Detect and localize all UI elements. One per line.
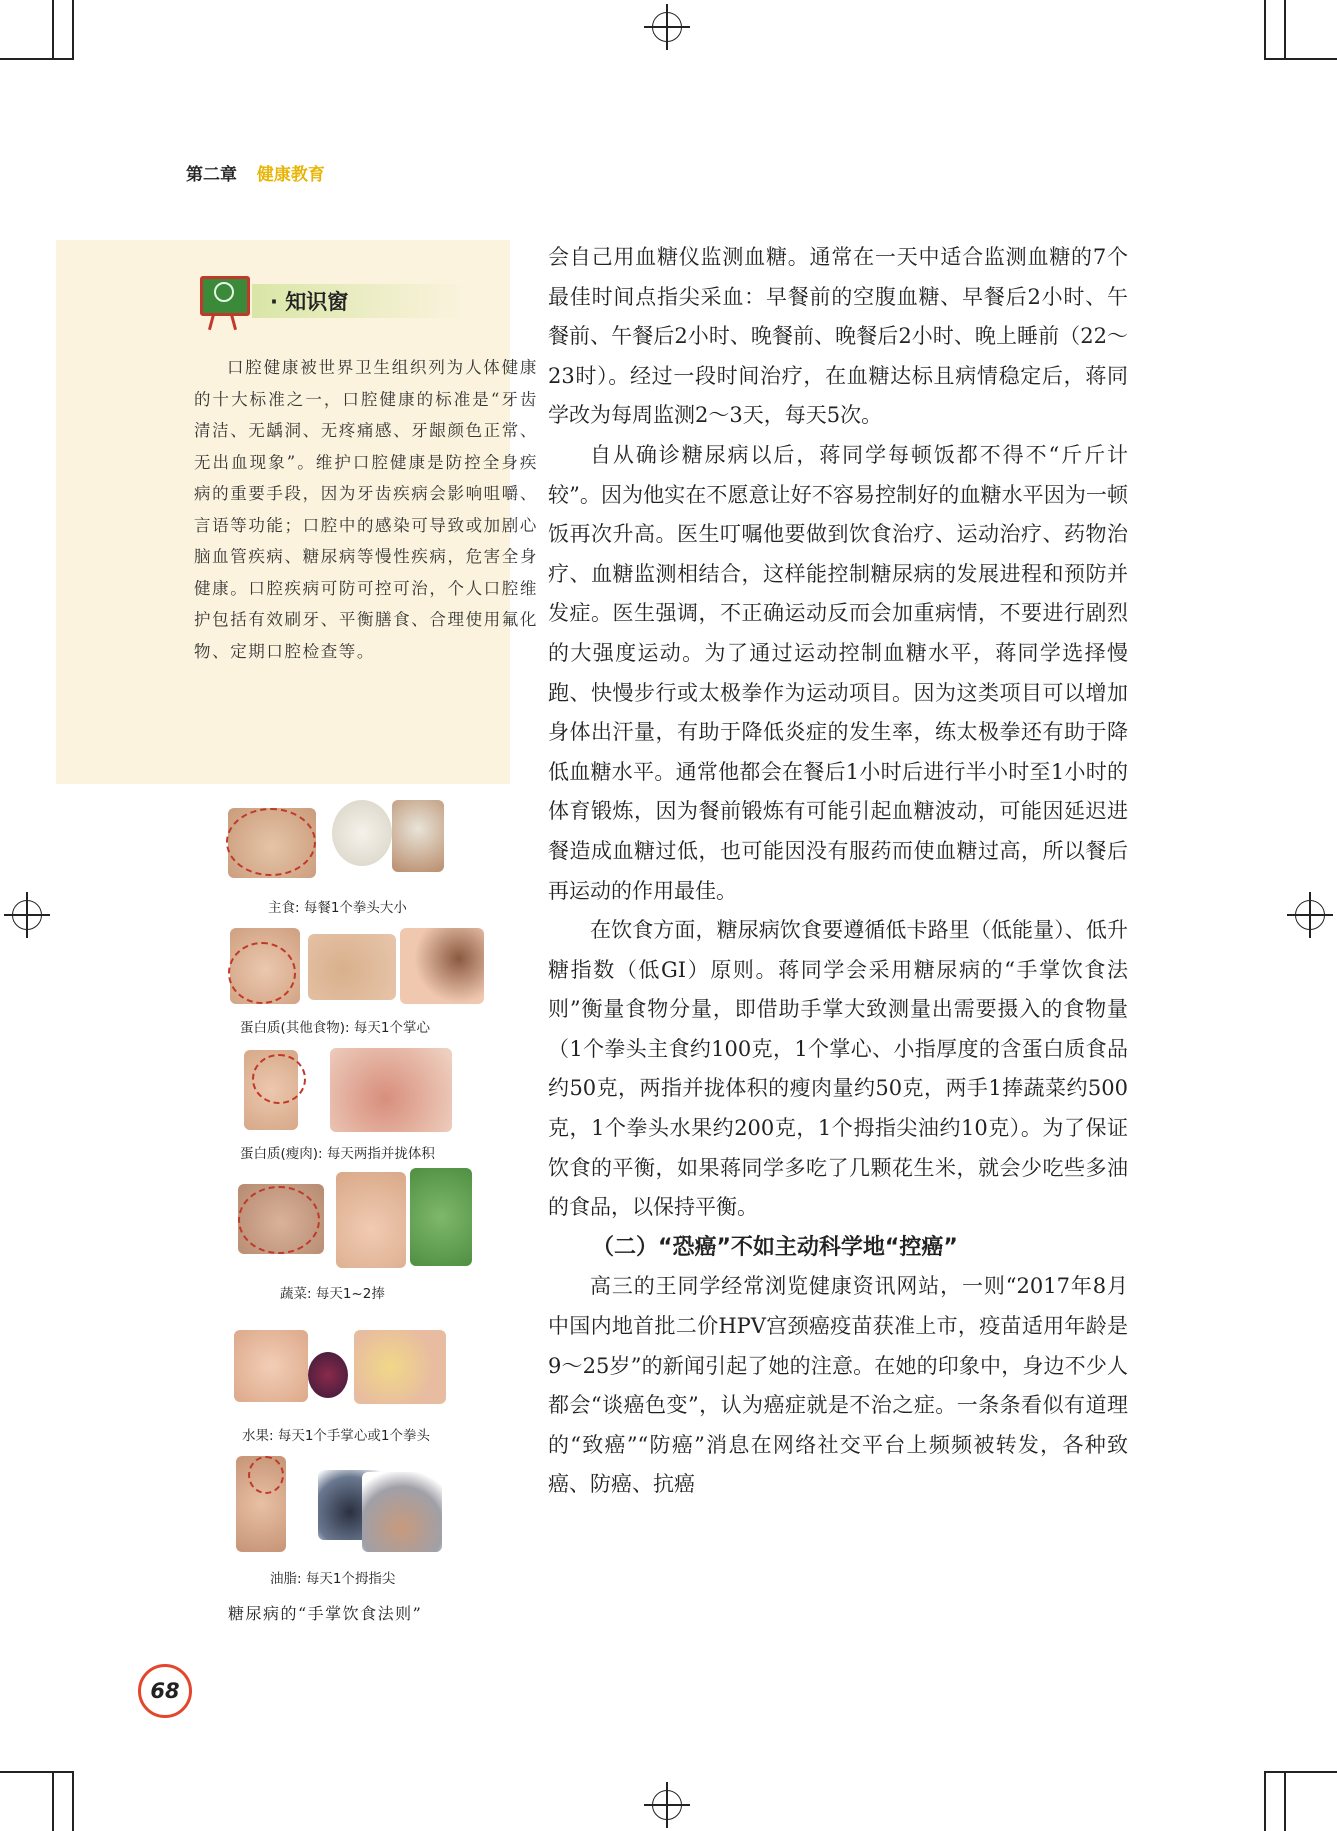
registration-mark	[644, 4, 690, 50]
registration-mark	[644, 1782, 690, 1828]
crop-mark	[52, 1771, 54, 1831]
crop-mark	[0, 1771, 74, 1773]
chapter-label: 第二章	[186, 165, 237, 185]
food-label: 水果: 每天1个手掌心或1个拳头	[242, 1428, 431, 1444]
rice-bowl-photo	[332, 800, 392, 866]
highlight-circle	[238, 1186, 320, 1254]
body-paragraph: 在饮食方面，糖尿病饮食要遵循低卡路里（低能量）、低升糖指数（低GI）原则。蒋同学会采用糖尿病的“手掌饮食法则”衡量食物分量，即借助手掌大致测量出需要摄入的食物量（1个拳头主食约100克，1个掌心、小指厚度的含蛋白质食品约50克，两指并拢体积的瘦肉量约50克，两手1捧蔬菜约500克，1个拳头水果约200克，1个拇指尖油约10克）。为了保证饮食的平衡，如果蒋同学多吃了几颗花生米，就会少吃些多油的食品，以保持平衡。	[548, 918, 1128, 1220]
hand-lean-meat-photo	[330, 1048, 452, 1132]
open-hands-photo	[234, 1330, 308, 1402]
hand-spoon-photo	[362, 1472, 442, 1552]
running-header	[186, 160, 325, 185]
body-paragraph: 高三的王同学经常浏览健康资讯网站，一则“2017年8月中国内地首批二价HPV宫颈癌疫苗获准上市，疫苗适用年龄是9～25岁”的新闻引起了她的注意。在她的印象中，身边不少人都会“谈癌色变”，认为癌症就是不治之症。一条条看似有道理的“致癌”“防癌”消息在网络社交平台上频频被转发，各种致癌、防癌、抗癌	[548, 1274, 1128, 1497]
knowledge-title: · 知识窗	[270, 290, 349, 314]
figure-caption: 糖尿病的“手掌饮食法则”	[228, 1604, 423, 1623]
chalkboard-lightbulb-icon	[196, 276, 250, 332]
hand-bowl-photo	[392, 800, 444, 872]
knowledge-paragraph: 口腔健康被世界卫生组织列为人体健康的十大标准之一，口腔健康的标准是“牙齿清洁、无龋洞、无疼痛感、牙龈颜色正常、无出血现象”。维护口腔健康是防控全身疾病的重要手段，因为牙齿疾病会影响咀嚼、言语等功能；口腔中的感染可导致或加剧心脑血管疾病、糖尿病等慢性疾病，危害全身健康。口腔疾病可防可控可治，个人口腔维护包括有效刷牙、平衡膳食、合理使用氟化物、定期口腔检查等。	[194, 358, 538, 661]
berries-photo	[308, 1352, 348, 1398]
food-label: 油脂: 每天1个拇指尖	[270, 1571, 396, 1587]
hand-apple-photo	[354, 1330, 446, 1404]
cupped-hands-photo	[336, 1172, 406, 1268]
crop-mark	[72, 0, 74, 60]
body-paragraph: 会自己用血糖仪监测血糖。通常在一天中适合监测血糖的7个最佳时间点指尖采血：早餐前的空腹血糖、早餐后2小时、午餐前、午餐后2小时、晚餐前、晚餐后2小时、晚上睡前（22～23时）。经过一段时间治疗，在血糖达标且病情稳定后，蒋同学改为每周监测2～3天，每天5次。	[548, 245, 1128, 428]
section-label: 健康教育	[256, 165, 325, 185]
crop-mark	[1264, 1771, 1337, 1773]
crop-mark	[1264, 0, 1266, 60]
page-number: 68	[138, 1664, 192, 1718]
crop-mark	[1264, 58, 1337, 60]
vegetables-photo	[410, 1168, 472, 1266]
food-label: 蛋白质(瘦肉): 每天两指并拢体积	[240, 1146, 435, 1162]
highlight-circle	[248, 1456, 284, 1494]
crop-mark	[1284, 0, 1286, 60]
crop-mark	[72, 1771, 74, 1831]
knowledge-box	[56, 240, 538, 784]
highlight-circle	[228, 942, 296, 1004]
highlight-circle	[226, 808, 316, 876]
main-body-text	[548, 238, 1128, 1505]
registration-mark	[1287, 892, 1333, 938]
crop-mark	[1284, 1771, 1286, 1831]
food-label: 主食: 每餐1个拳头大小	[268, 900, 407, 916]
knowledge-text	[194, 352, 538, 667]
body-paragraph: 自从确诊糖尿病以后，蒋同学每顿饭都不得不“斤斤计较”。因为他实在不愿意让好不容易控制好的血糖水平因为一顿饭再次升高。医生叮嘱他要做到饮食治疗、运动治疗、药物治疗、血糖监测相结合，这样能控制糖尿病的发展进程和预防并发症。医生强调，不正确运动反而会加重病情，不要进行剧烈的大强度运动。为了通过运动控制血糖水平，蒋同学选择慢跑、快慢步行或太极拳作为运动项目。因为这类项目可以增加身体出汗量，有助于降低炎症的发生率，练太极拳还有助于降低血糖水平。通常他都会在餐后1小时后进行半小时至1小时的体育锻炼，因为餐前锻炼有可能引起血糖波动，可能因延迟进餐造成血糖过低，也可能因没有服药而使血糖过高，所以餐后再运动的作用最佳。	[548, 442, 1128, 903]
hand-meat-photo	[400, 928, 484, 1004]
food-label: 蛋白质(其他食物): 每天1个掌心	[240, 1020, 430, 1036]
highlight-circle	[252, 1054, 306, 1104]
crop-mark	[1264, 1771, 1266, 1831]
food-label: 蔬菜: 每天1~2捧	[280, 1286, 385, 1302]
hand-tofu-photo	[308, 934, 396, 1000]
registration-mark	[4, 892, 50, 938]
crop-mark	[0, 58, 74, 60]
crop-mark	[52, 0, 54, 60]
section-heading: （二）“恐癌”不如主动科学地“控癌”	[592, 1234, 958, 1260]
